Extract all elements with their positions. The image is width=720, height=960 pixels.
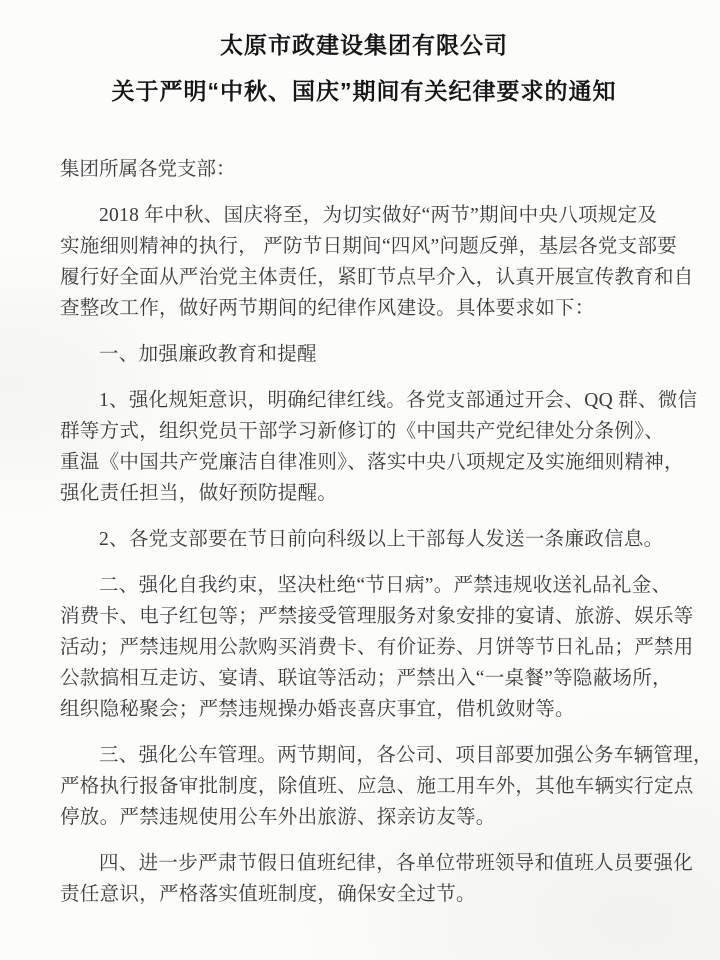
paragraph-line: 重温《中国共产党廉洁自律准则》、落实中央八项规定及实施细则精神， [60, 452, 684, 473]
doc-title: 太原市政建设集团有限公司 [220, 32, 508, 58]
salutation: 集团所属各党支部： [60, 159, 236, 180]
doc-subtitle: 关于严明“中秋、国庆”期间有关纪律要求的通知 [111, 78, 617, 104]
paragraph-line: 严格执行报备审批制度，除值班、应急、施工用车外，其他车辆实行定点 [60, 776, 694, 797]
paragraph-line: 强化责任担当，做好预防提醒。 [60, 483, 338, 504]
paragraph-item-1-1 [60, 385, 698, 509]
paragraph-line: 停放。严禁违规使用公车外出旅游、探亲访友等。 [60, 807, 496, 828]
paragraph-line: 组织隐秘聚会；严禁违规操办婚丧喜庆事宜，借机敛财等。 [60, 699, 575, 720]
paragraph-intro [60, 200, 694, 324]
paragraph-section-3 [60, 740, 713, 833]
paragraph-line: 一、加强廉政教育和提醒 [99, 344, 317, 365]
paragraph-line: 群等方式，组织党员干部学习新修订的《中国共产党纪律处分条例》、 [60, 421, 665, 442]
paragraph-line: 2018 年中秋、国庆将至，为切实做好“两节”期间中央八项规定及 [99, 205, 658, 226]
paragraph-item-1-2 [60, 524, 668, 555]
paragraph-line: 1、强化规矩意识，明确纪律红线。各党支部通过开会、QQ 群、微信 [99, 390, 698, 411]
paragraph-line: 实施细则精神的执行， 严防节日期间“四风”问题反弹，基层各党支部要 [60, 236, 678, 257]
paragraph-line: 三、强化公车管理。两节期间，各公司、项目部要加强公务车辆管理， [99, 745, 713, 766]
paragraph-line: 活动；严禁违规用公款购买消费卡、有价证券、月饼等节日礼品；严禁用 [60, 637, 694, 658]
paragraph-section-4 [60, 848, 694, 910]
paragraph-line: 公款搞相互走访、宴请、联谊等活动；严禁出入“一桌餐”等隐蔽场所， [60, 668, 672, 689]
paragraph-line: 责任意识，严格落实值班制度，确保安全过节。 [60, 884, 476, 905]
paragraph-section-2 [60, 570, 694, 725]
paragraph-line: 履行好全面从严治党主体责任，紧盯节点早介入，认真开展宣传教育和自 [60, 267, 694, 288]
paragraph-line: 2、各党支部要在节日前向科级以上干部每人发送一条廉政信息。 [99, 529, 664, 550]
paragraph-line: 二、强化自我约束，坚决杜绝“节日病”。严禁违规收送礼品礼金、 [99, 575, 672, 596]
paragraph-line: 查整改工作，做好两节期间的纪律作风建设。具体要求如下： [60, 298, 595, 319]
section-1-heading [60, 339, 668, 370]
paragraph-line: 消费卡、电子红包等；严禁接受管理服务对象安排的宴请、旅游、娱乐等 [60, 606, 694, 627]
paragraph-line: 四、进一步严肃节假日值班纪律，各单位带班领导和值班人员要强化 [99, 853, 694, 874]
